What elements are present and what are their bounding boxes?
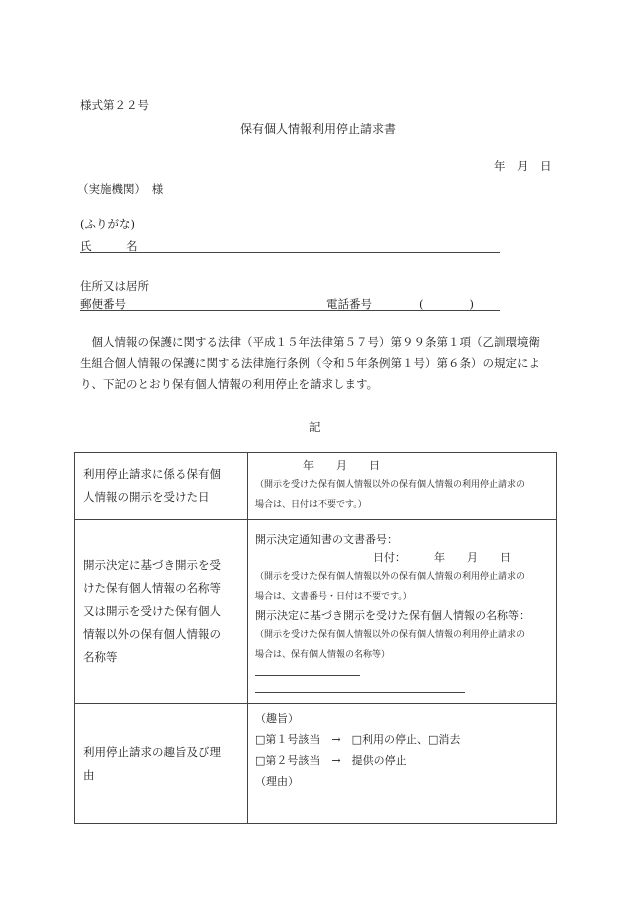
table-row-purpose-reason (75, 704, 557, 824)
recipient: （実施機関） 様 (77, 182, 164, 196)
purpose-label: （趣旨） (255, 712, 299, 725)
name-label: 氏 名 (80, 239, 138, 253)
option-clause-1-checkbox[interactable]: □第１号該当 → □利用の停止、□消去 (255, 733, 461, 746)
address-label: 住所又は居所 (80, 279, 149, 293)
notice-date-field[interactable] (255, 549, 550, 567)
note-line: （開示を受けた保有個人情報以外の保有個人情報の利用停止請求の (255, 480, 526, 490)
postal-code-label: 郵便番号 (80, 297, 126, 311)
row-label-disclosure-date (75, 453, 248, 520)
label-line: けた保有個人情報の名称等 (83, 581, 221, 595)
notice-date-value[interactable]: 年 月 日 (434, 550, 511, 564)
label-line: 利用停止請求の趣旨及び理 (83, 744, 221, 759)
address-underline[interactable] (80, 310, 500, 311)
note-line: 場合は、保有個人情報の名称等） (255, 649, 391, 660)
page-title: 保有個人情報利用停止請求書 (240, 122, 397, 136)
table-row-info-name (75, 520, 557, 704)
purpose-reason-cell[interactable] (248, 704, 557, 824)
document-number-field[interactable]: 開示決定通知書の文書番号： (255, 532, 398, 546)
label-line: 開示決定に基づき開示を受 (83, 558, 221, 572)
info-name-cell[interactable] (248, 520, 557, 704)
request-table (74, 452, 557, 824)
label-line: 情報以外の保有個人情報の (83, 627, 221, 641)
name-underline[interactable] (80, 252, 500, 253)
label-line: 名称等 (83, 650, 118, 664)
body-line: 個人情報の保護に関する法律（平成１５年法律第５７号）第９９条第１項（乙訓環境衛 (80, 335, 540, 349)
info-name-label: 開示決定に基づき開示を受けた保有個人情報の名称等： (255, 608, 530, 622)
note-line: 場合は、文書番号・日付は不要です。） (255, 591, 412, 602)
table-row-disclosure-date (75, 453, 557, 520)
form-number: 様式第２２号 (80, 98, 149, 112)
note-line: （開示を受けた保有個人情報以外の保有個人情報の利用停止請求の (255, 571, 526, 582)
label-line: 由 (83, 767, 95, 782)
option-clause-2-checkbox[interactable]: □第２号該当 → 提供の停止 (255, 754, 407, 767)
label-line: 又は開示を受けた保有個人 (83, 604, 221, 618)
date-label: 日付： (373, 550, 406, 564)
label-line: 人情報の開示を受けた日 (83, 490, 210, 504)
row-label-info-name (75, 520, 248, 704)
phone-parens: ( ) (419, 297, 474, 311)
info-name-underline[interactable] (255, 692, 465, 693)
note-line: 場合は、日付は不要です。） (255, 500, 367, 510)
furigana-label: (ふりがな) (80, 217, 135, 231)
body-line: り、下記のとおり保有個人情報の利用停止を請求します。 (80, 377, 379, 391)
ki-heading: 記 (309, 420, 321, 434)
phone-label: 電話番号 (326, 297, 372, 311)
info-name-underline[interactable] (255, 675, 360, 676)
label-line: 利用停止請求に係る保有個 (83, 467, 221, 481)
row-label-purpose-reason (75, 704, 248, 824)
disclosure-date-field[interactable]: 年 月 日 (303, 459, 380, 472)
note-line: （開示を受けた保有個人情報以外の保有個人情報の利用停止請求の (255, 629, 526, 640)
reason-label: （理由） (255, 775, 299, 788)
request-body-text (80, 332, 560, 395)
disclosure-date-cell[interactable] (248, 453, 557, 520)
date-line: 年 月 日 (494, 159, 552, 173)
body-line: 生組合個人情報の保護に関する法律施行条例（令和５年条例第１号）第６条）の規定によ (80, 356, 540, 370)
